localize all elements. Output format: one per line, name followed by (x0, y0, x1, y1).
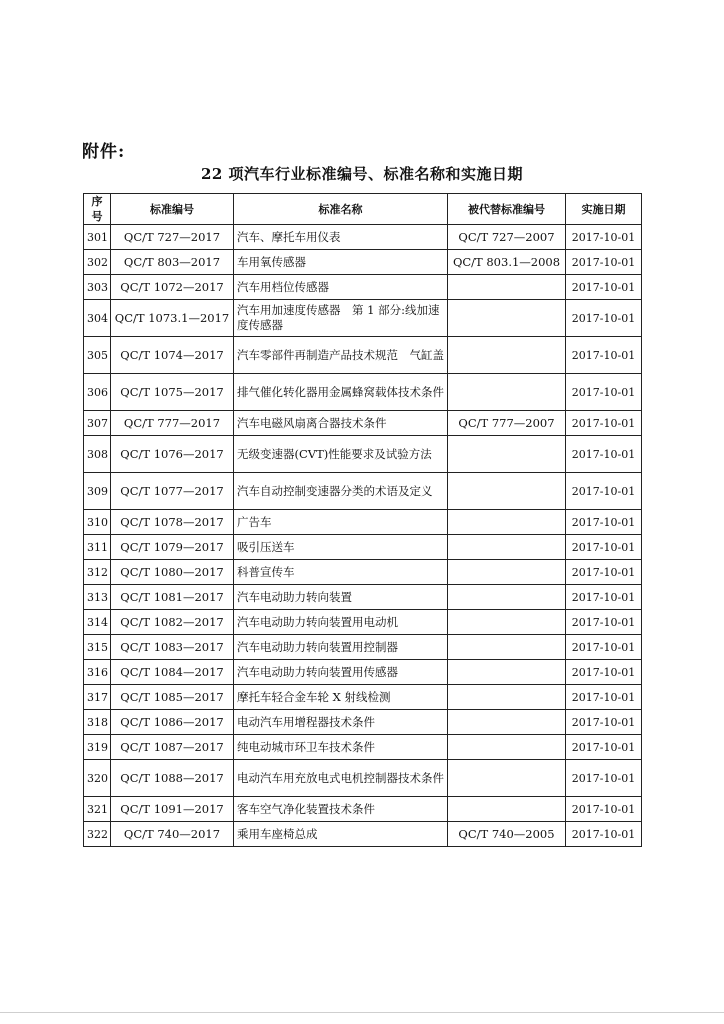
row-name: 汽车、摩托车用仪表 (234, 225, 448, 250)
row-name: 客车空气净化装置技术条件 (234, 797, 448, 822)
row-seq: 307 (84, 411, 111, 436)
row-replaced (448, 660, 566, 685)
table-row (84, 411, 642, 436)
row-date: 2017-10-01 (566, 710, 642, 735)
row-replaced (448, 510, 566, 535)
row-date: 2017-10-01 (566, 337, 642, 374)
row-seq: 303 (84, 275, 111, 300)
row-replaced (448, 535, 566, 560)
row-date: 2017-10-01 (566, 735, 642, 760)
row-code: QC/T 1082—2017 (111, 610, 234, 635)
page-bottom-rule (0, 1012, 724, 1013)
table-row (84, 822, 642, 847)
table-row (84, 436, 642, 473)
row-date: 2017-10-01 (566, 374, 642, 411)
row-code: QC/T 1078—2017 (111, 510, 234, 535)
row-name: 汽车电动助力转向装置 (234, 585, 448, 610)
row-replaced: QC/T 777—2007 (448, 411, 566, 436)
row-name: 纯电动城市环卫车技术条件 (234, 735, 448, 760)
row-name: 汽车电动助力转向装置用电动机 (234, 610, 448, 635)
row-seq: 314 (84, 610, 111, 635)
table-row (84, 585, 642, 610)
row-seq: 318 (84, 710, 111, 735)
header-seq: 序号 (84, 194, 111, 225)
row-code: QC/T 1091—2017 (111, 797, 234, 822)
table-row (84, 660, 642, 685)
document-title: 22 项汽车行业标准编号、标准名称和实施日期 (200, 165, 524, 183)
row-code: QC/T 1072—2017 (111, 275, 234, 300)
table-row (84, 473, 642, 510)
table-row (84, 685, 642, 710)
table-row (84, 635, 642, 660)
row-name: 电动汽车用增程器技术条件 (234, 710, 448, 735)
row-code: QC/T 1074—2017 (111, 337, 234, 374)
row-date: 2017-10-01 (566, 275, 642, 300)
row-seq: 305 (84, 337, 111, 374)
row-seq: 317 (84, 685, 111, 710)
row-name: 汽车电动助力转向装置用控制器 (234, 635, 448, 660)
row-code: QC/T 1085—2017 (111, 685, 234, 710)
row-date: 2017-10-01 (566, 560, 642, 585)
row-seq: 316 (84, 660, 111, 685)
row-date: 2017-10-01 (566, 225, 642, 250)
row-replaced: QC/T 803.1—2008 (448, 250, 566, 275)
row-replaced (448, 685, 566, 710)
row-seq: 319 (84, 735, 111, 760)
row-code: QC/T 1081—2017 (111, 585, 234, 610)
row-date: 2017-10-01 (566, 510, 642, 535)
row-code: QC/T 1080—2017 (111, 560, 234, 585)
row-name: 无级变速器(CVT)性能要求及试验方法 (234, 436, 448, 473)
table-row (84, 610, 642, 635)
row-name: 乘用车座椅总成 (234, 822, 448, 847)
row-name: 汽车电动助力转向装置用传感器 (234, 660, 448, 685)
row-seq: 310 (84, 510, 111, 535)
row-date: 2017-10-01 (566, 436, 642, 473)
header-code: 标准编号 (111, 194, 234, 225)
row-date: 2017-10-01 (566, 760, 642, 797)
row-name: 汽车零部件再制造产品技术规范 气缸盖 (234, 337, 448, 374)
row-replaced (448, 560, 566, 585)
row-code: QC/T 1079—2017 (111, 535, 234, 560)
row-code: QC/T 1077—2017 (111, 473, 234, 510)
table-row (84, 337, 642, 374)
table-row (84, 710, 642, 735)
row-date: 2017-10-01 (566, 685, 642, 710)
row-replaced: QC/T 740—2005 (448, 822, 566, 847)
row-date: 2017-10-01 (566, 635, 642, 660)
row-replaced (448, 760, 566, 797)
row-replaced (448, 585, 566, 610)
row-name: 吸引压送车 (234, 535, 448, 560)
row-seq: 321 (84, 797, 111, 822)
table-row (84, 300, 642, 337)
row-replaced (448, 797, 566, 822)
table-row (84, 535, 642, 560)
row-replaced (448, 635, 566, 660)
row-name: 车用氧传感器 (234, 250, 448, 275)
table-row (84, 760, 642, 797)
row-date: 2017-10-01 (566, 822, 642, 847)
row-code: QC/T 1083—2017 (111, 635, 234, 660)
row-seq: 308 (84, 436, 111, 473)
row-replaced (448, 610, 566, 635)
row-replaced (448, 374, 566, 411)
row-code: QC/T 1088—2017 (111, 760, 234, 797)
row-seq: 312 (84, 560, 111, 585)
row-code: QC/T 1073.1—2017 (111, 300, 234, 337)
table-header-row (84, 194, 642, 225)
row-replaced (448, 275, 566, 300)
row-date: 2017-10-01 (566, 473, 642, 510)
row-date: 2017-10-01 (566, 300, 642, 337)
row-replaced (448, 473, 566, 510)
row-seq: 304 (84, 300, 111, 337)
table-row (84, 510, 642, 535)
table-row (84, 275, 642, 300)
row-date: 2017-10-01 (566, 250, 642, 275)
row-replaced (448, 735, 566, 760)
table-row (84, 250, 642, 275)
row-replaced (448, 710, 566, 735)
row-name: 摩托车轻合金车轮 X 射线检测 (234, 685, 448, 710)
row-name: 汽车用加速度传感器 第 1 部分:线加速度传感器 (234, 300, 448, 337)
row-name: 科普宣传车 (234, 560, 448, 585)
row-replaced (448, 436, 566, 473)
row-date: 2017-10-01 (566, 797, 642, 822)
row-seq: 302 (84, 250, 111, 275)
row-replaced (448, 300, 566, 337)
row-code: QC/T 1084—2017 (111, 660, 234, 685)
row-code: QC/T 740—2017 (111, 822, 234, 847)
header-replaced: 被代替标准编号 (448, 194, 566, 225)
row-code: QC/T 1086—2017 (111, 710, 234, 735)
table-row (84, 735, 642, 760)
row-date: 2017-10-01 (566, 660, 642, 685)
row-date: 2017-10-01 (566, 585, 642, 610)
row-code: QC/T 1076—2017 (111, 436, 234, 473)
standards-table (83, 193, 642, 847)
row-replaced (448, 337, 566, 374)
row-code: QC/T 1087—2017 (111, 735, 234, 760)
row-name: 汽车用档位传感器 (234, 275, 448, 300)
table-row (84, 374, 642, 411)
row-code: QC/T 1075—2017 (111, 374, 234, 411)
row-seq: 320 (84, 760, 111, 797)
row-seq: 301 (84, 225, 111, 250)
header-name: 标准名称 (234, 194, 448, 225)
row-date: 2017-10-01 (566, 411, 642, 436)
row-seq: 306 (84, 374, 111, 411)
table-row (84, 225, 642, 250)
row-name: 广告车 (234, 510, 448, 535)
row-name: 电动汽车用充放电式电机控制器技术条件 (234, 760, 448, 797)
row-name: 排气催化转化器用金属蜂窝载体技术条件 (234, 374, 448, 411)
row-date: 2017-10-01 (566, 535, 642, 560)
header-date: 实施日期 (566, 194, 642, 225)
table-row (84, 797, 642, 822)
row-seq: 315 (84, 635, 111, 660)
row-code: QC/T 777—2017 (111, 411, 234, 436)
row-name: 汽车电磁风扇离合器技术条件 (234, 411, 448, 436)
row-replaced: QC/T 727—2007 (448, 225, 566, 250)
row-date: 2017-10-01 (566, 610, 642, 635)
row-seq: 309 (84, 473, 111, 510)
row-name: 汽车自动控制变速器分类的术语及定义 (234, 473, 448, 510)
row-code: QC/T 727—2017 (111, 225, 234, 250)
row-seq: 322 (84, 822, 111, 847)
row-code: QC/T 803—2017 (111, 250, 234, 275)
row-seq: 313 (84, 585, 111, 610)
table-row (84, 560, 642, 585)
attachment-label: 附件: (82, 142, 126, 162)
row-seq: 311 (84, 535, 111, 560)
